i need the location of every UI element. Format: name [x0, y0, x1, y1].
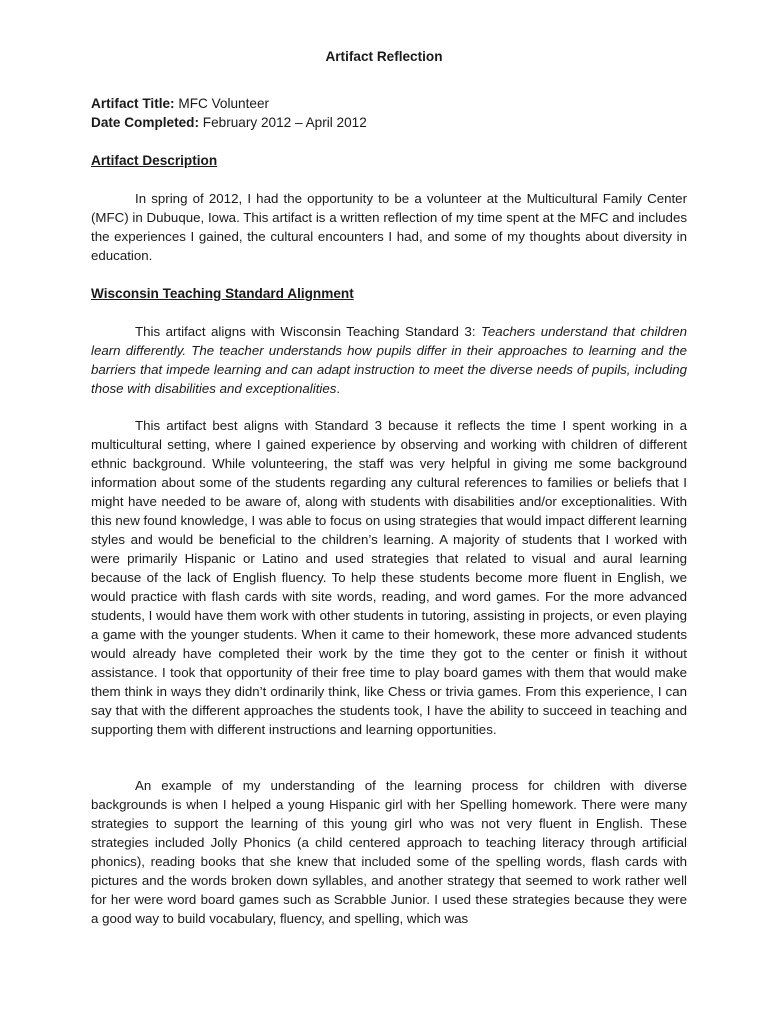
artifact-description-paragraph: In spring of 2012, I had the opportunity to be a volunteer at the Multicultural Family Center (MFC) in Dubuque, Iowa. This artifact is a written reflection of my time spent at the MFC and includes the experiences I gained, the cultural encounters I had, and some of my thoughts about diversity in education. [91, 191, 687, 263]
document-title: Artifact Reflection [325, 49, 443, 64]
date-completed-value: February 2012 – April 2012 [199, 115, 367, 130]
section-heading-artifact-description: Artifact Description [91, 153, 218, 168]
artifact-title-line [91, 94, 691, 113]
date-completed-label: Date Completed: [91, 115, 200, 130]
section-heading-standard-alignment: Wisconsin Teaching Standard Alignment [91, 286, 354, 301]
standard-end-text: . [336, 381, 341, 396]
standard-intro-text: This artifact aligns with Wisconsin Teaching Standard 3: [135, 324, 482, 339]
date-completed-line [91, 113, 691, 132]
standard-alignment-paragraph [91, 322, 687, 398]
artifact-title-label: Artifact Title: [91, 96, 175, 111]
learning-example-paragraph: An example of my understanding of the learning process for children with diverse backgrounds is when I helped a young Hispanic girl with her Spelling homework. There were many strategies to support the learning of this young girl who was not very fluent in English. These strategies included Jolly Phonics (a child centered approach to teaching literacy through artificial phonics), reading books that she knew that included some of the spelling words, flash cards with pictures and the words broken down syllables, and another strategy that seemed to work rather well for her were word board games such as Scrabble Junior. I used these strategies because they were a good way to build vocabulary, fluency, and spelling, which was [91, 778, 687, 926]
artifact-title-value: MFC Volunteer [174, 96, 270, 111]
standard-explanation-paragraph: This artifact best aligns with Standard 3 because it reflects the time I spent working in a multicultural setting, where I gained experience by observing and working with children of different ethnic background. While volunteering, the staff was very helpful in giving me some background information about some of the students regarding any cultural references to families or beliefs that I might have needed to be aware of, along with students with disabilities and/or exceptionalities. With this new found knowledge, I was able to focus on using strategies that would impact different learning styles and would be beneficial to the children’s learning. A majority of students that I worked with were primarily Hispanic or Latino and used strategies that related to visual and aural learning because of the lack of English fluency. To help these students become more fluent in English, we would practice with flash cards with site words, reading, and word games. For the more advanced students, I would have them work with other students in tutoring, assisting in projects, or even playing a game with the younger students. When it came to their homework, these more advanced students would already have completed their work by the time they got to the center or finish it without assistance. I took that opportunity of their free time to play board games with them that would make them think in ways they didn’t ordinarily think, like Chess or trivia games. From this experience, I can say that with the different approaches the students took, I have the ability to succeed in teaching and supporting them with different instructions and learning opportunities. [91, 418, 687, 737]
standard-quote-text: Teachers understand that children learn differently. The teacher understands how pupils differ in their approaches to learning and the barriers that impede learning and can adapt instruction to meet the diverse needs of pupils, including those with disabilities and exceptionalities [91, 324, 687, 396]
